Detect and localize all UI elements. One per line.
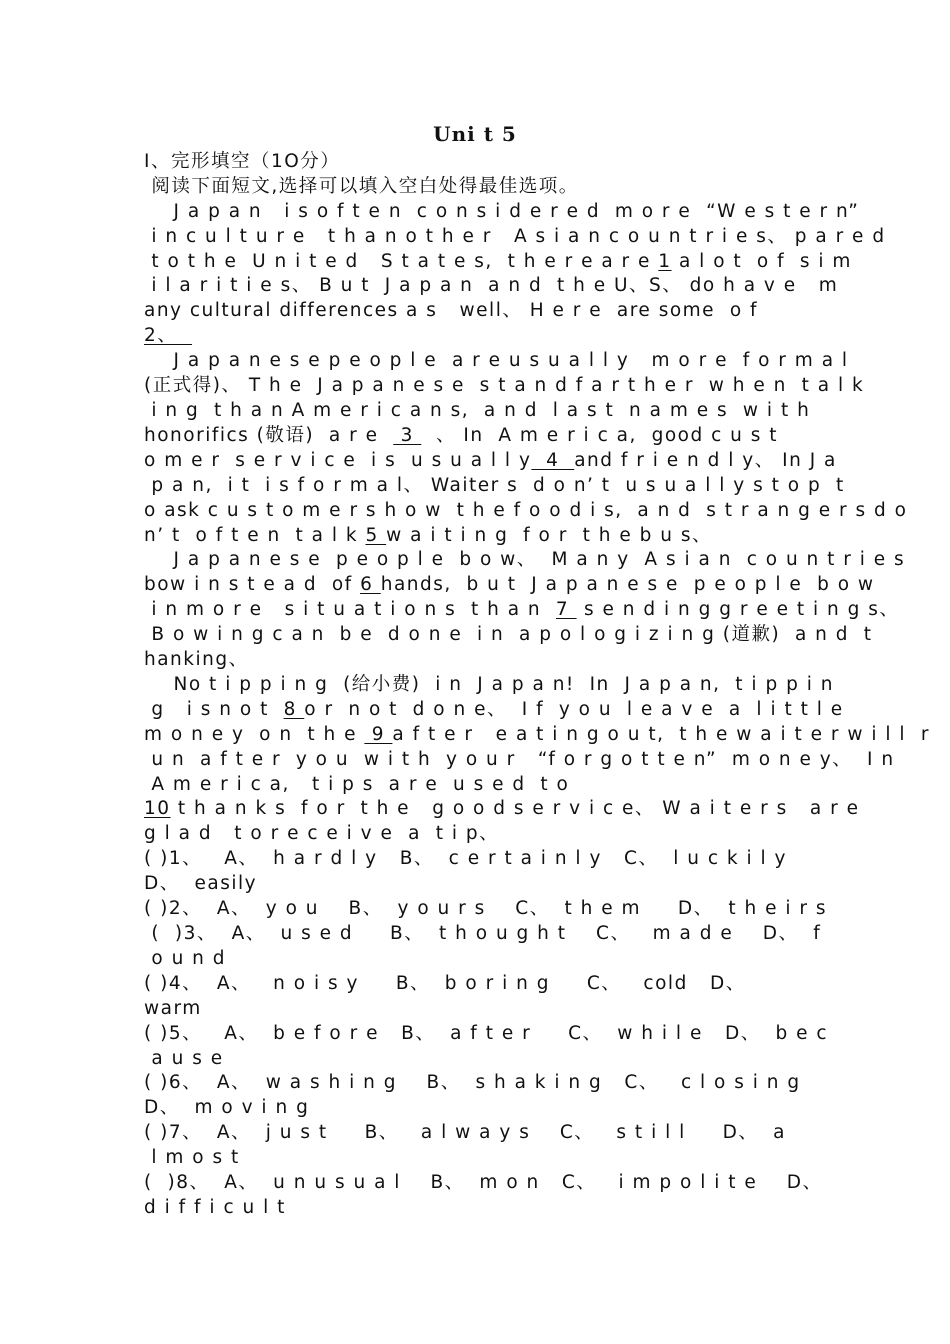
text-line [144,723,930,748]
text-run: t h a n k s f o r t h e g o o d s e r v i c e、 W a i t e r s a r e [170,798,860,820]
text-line [144,474,845,499]
text-run: i n c u l t u r e t h a n o t h e r A s i a n c o u n t r i e s、 p a r e d [144,225,886,247]
text-line [144,623,873,648]
text-line [144,1022,829,1047]
text-line [144,947,806,972]
blank-number: 4 [531,449,575,471]
text-line [144,797,860,822]
text-line [144,1096,806,1121]
text-run: warm [144,997,202,1019]
blank-number: 6 [360,574,381,596]
text-run: and f r i e n d l y、 In J a [574,449,837,471]
text-run: u n a f t e r y o u w i t h y o u r “f o r g o t t e n” m o n e y、 I n [144,748,895,770]
text-run: bow i n s t e a d of [144,574,361,596]
text-run: s e n d i n g g r e e t i n g s、 [576,599,900,621]
text-line [144,200,860,225]
text-line [144,822,806,847]
text-line [144,972,806,997]
text-run: any cultural differences a s well、 H e r e are some o f [144,300,759,322]
text-run: hands, b u t J a p a n e s e p e o p l e b o w [380,574,875,596]
text-run: hanking、 [144,649,249,671]
text-line [144,872,806,897]
text-run: ( )8、 A、 u n u s u a l B、 m o n C、 i m p o l i t e D、 [144,1172,823,1194]
blank-number: 7 [555,599,577,621]
text-run: ( )6、 A、 w a s h i n g B、 s h a k i n g C、 c l o s i n g [144,1072,801,1094]
text-line [144,598,900,623]
text-line [144,524,806,549]
text-run: m o n e y o n t h e [144,723,365,745]
text-line [144,573,875,598]
text-run: ( )3、 A、 u s e d B、 t h o u g h t C、 m a d e D、 f [144,923,822,944]
text-run: o u n d [144,947,227,969]
blank-number: 2、 [144,325,193,347]
text-line [144,1071,806,1096]
text-line [144,299,806,324]
text-run: o m e r s e r v i c e i s u s u a l l y [144,449,532,471]
text-line [144,748,895,773]
blank-number: 9 [364,723,393,745]
text-line [144,399,811,424]
text-run: o r n o t d o n e、 I f y o u l e a v e a l i t t l e [304,698,844,720]
text-line [144,773,806,798]
text-line [144,847,806,872]
text-line [144,150,806,175]
text-line [144,424,806,449]
text-run: i l a r i t i e s、 B u t J a p a n a n d t h e U、S、 do h a v e m [144,275,839,297]
text-run: A m e r i c a, t i p s a r e u s e d t o [144,773,570,795]
text-line [144,997,806,1022]
text-run: 阅读下面短文,选择可以填入空白处得最佳选项。 [144,175,579,197]
page-title: Uni t 5 [433,122,517,146]
text-line [144,324,806,349]
text-run: 、 In A m e r i c a, good c u s t [421,424,779,446]
text-run: J a p a n e s e p e o p l e a r e u s u a l l y m o r e f o r m a l [144,350,849,372]
text-line [144,225,886,250]
text-run: p a n, i t i s f o r m a l、 Waiter s d o n’ t u s u a l l y s t o p t [144,474,845,496]
text-line [144,1171,823,1196]
blank-number: 1 [658,250,672,272]
text-run: o ask c u s t o m e r s h o w t h e f o o d i s, a n d s t r a n g e r s d o [144,499,908,521]
text-line [144,897,828,922]
text-body [144,150,930,1221]
text-run: l m o s t [144,1147,240,1169]
text-run: ( )7、 A、 j u s t B、 a l w a y s C、 s t i l l D、 a [144,1122,786,1144]
text-run: g l a d t o r e c e i v e a t i p、 [144,823,500,845]
text-run: J a p a n e s e p e o p l e b o w、 M a n y A s i a n c o u n t r i e s [144,549,906,571]
text-line [144,449,837,474]
text-run: a u s e [144,1047,224,1069]
text-run: n’ t o f t e n t a l k [144,524,366,546]
text-line [144,1196,806,1221]
text-run: J a p a n i s o f t e n c o n s i d e r e d m o r e “W e s t e r n” [144,200,860,222]
text-line [144,274,839,299]
text-run: i n g t h a n A m e r i c a n s, a n d l a s t n a m e s w i t h [144,399,811,421]
document-content [144,122,930,1221]
text-line [144,673,834,698]
blank-number: 8 [283,698,305,720]
text-run: ( )5、 A、 b e f o r e B、 a f t e r C、 w h i l e D、 b e c [144,1022,829,1044]
text-run: honorifics (敬语) a r e [144,424,394,446]
text-run: ( )1、 A、 h a r d l y B、 c e r t a i n l y C、 l u c k i l y [144,848,787,870]
text-run: B o w i n g c a n b e d o n e i n a p o l o g i z i n g (道歉) a n d t [144,624,873,646]
text-line [144,499,908,524]
text-run: ( )4、 A、 n o i s y B、 b o r i n g C、 cold D、 [144,972,746,994]
text-run: No t i p p i n g (给小费) i n J a p a n! In J a p a n, t i p p i n [144,673,834,695]
text-run: (正式得)、 T h e J a p a n e s e s t a n d f a r t h e r w h e n t a l k [144,375,865,397]
text-line [144,922,822,947]
blank-number: 3 [393,424,422,446]
text-run: ( )2、 A、 y o u B、 y o u r s C、 t h e m D、 t h e i r s [144,898,828,920]
text-line [144,1146,806,1171]
text-line [144,1121,806,1146]
text-run: a f t e r e a t i n g o u t, t h e w a i t e r w i l l r [392,723,930,745]
text-line [144,698,844,723]
text-line [144,374,865,399]
text-run: g i s n o t [144,698,284,720]
text-run: a l o t o f s i m [671,250,852,272]
text-run: t o t h e U n i t e d S t a t e s, t h e r e a r e [144,250,659,272]
text-line [144,349,849,374]
blank-number: 5 [365,524,387,546]
text-run: w a i t i n g f o r t h e b u s、 [386,524,712,546]
blank-number: 10 [144,798,171,820]
text-line [144,1047,806,1072]
text-run: D、 easily [144,873,258,895]
text-line [144,175,806,200]
text-line [144,548,906,573]
text-run: i n m o r e s i t u a t i o n s t h a n [144,599,556,621]
text-run: D、 m o v i n g [144,1097,310,1119]
text-line [144,250,852,275]
text-line [144,648,806,673]
text-run: d i f f i c u l t [144,1196,286,1218]
text-run: Ⅰ、完形填空（1O分） [144,150,341,172]
